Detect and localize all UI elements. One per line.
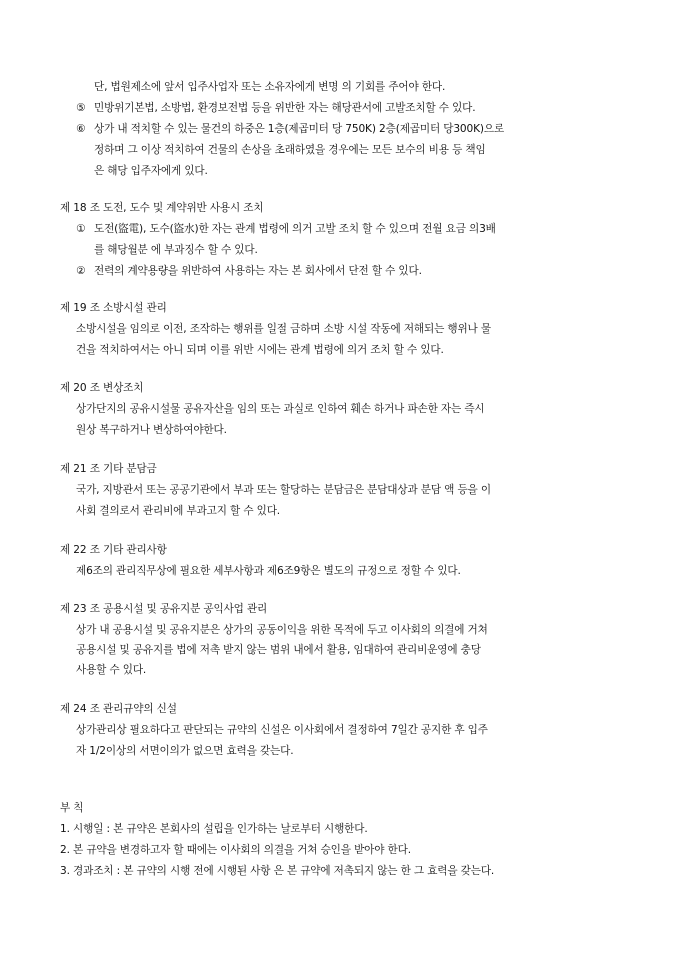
item-marker: ②	[76, 265, 86, 277]
paragraph-line: 사용할 수 있다.	[76, 664, 147, 676]
article-23-heading: 제 23 조 공용시설 및 공유지분 공익사업 관리	[60, 603, 268, 615]
list-item-5	[76, 101, 475, 115]
paragraph-line: 를 해당월분 에 부과징수 할 수 있다.	[94, 244, 258, 256]
paragraph-line: 상가단지의 공유시설물 공유자산을 임의 또는 과실로 인하여 훼손 하거나 파손한 자는 즉시	[76, 403, 485, 415]
paragraph-line: 국가, 지방관서 또는 공공기관에서 부과 또는 할당하는 분담금은 분담대상과 분담 액 등을 이	[76, 484, 491, 496]
paragraph-line: 사회 결의로서 관리비에 부과고지 할 수 있다.	[76, 505, 281, 517]
list-item-1	[76, 222, 496, 236]
item-text: 상가 내 적치할 수 있는 물건의 하중은 1층(제곱미터 당 750K) 2층(제곱미터 당300K)으로	[94, 123, 505, 135]
paragraph-line: 상가 내 공용시설 및 공유지분은 상가의 공동이익을 위한 목적에 두고 이사회의 의결에 거쳐	[76, 624, 488, 636]
paragraph-line: 건을 적치하여서는 아니 되며 이를 위반 시에는 관계 법령에 의거 조치 할 수 있다.	[76, 344, 444, 356]
addenda-item-1: 1. 시행일 : 본 규약은 본회사의 설립을 인가하는 날로부터 시행한다.	[60, 823, 368, 835]
paragraph-line: 제6조의 관리직무상에 필요한 세부사항과 제6조9항은 별도의 규정으로 정할 수 있다.	[76, 565, 461, 577]
paragraph-line: 단, 법원제소에 앞서 입주사업자 또는 소유자에게 변명 의 기회를 주어야 한다.	[94, 81, 446, 93]
list-item-2	[76, 264, 422, 278]
paragraph-line: 은 해당 입주자에게 있다.	[94, 165, 208, 177]
item-text: 도전(盜電), 도수(盜水)한 자는 관계 법령에 의거 고발 조치 할 수 있으며 전월 요금 의3배	[94, 223, 496, 235]
addenda-item-2: 2. 본 규약을 변경하고자 할 때에는 이사회의 의결을 거쳐 승인을 받아야 한다.	[60, 844, 411, 856]
article-21-heading: 제 21 조 기타 분담금	[60, 463, 157, 475]
item-marker: ⑥	[76, 123, 86, 135]
paragraph-line: 원상 복구하거나 변상하여야한다.	[76, 424, 227, 436]
paragraph-line: 공용시설 및 공유지를 법에 저촉 받지 않는 범위 내에서 활용, 임대하여 관리비운영에 충당	[76, 644, 481, 656]
addenda-item-3: 3. 경과조치 : 본 규약의 시행 전에 시행된 사항 은 본 규약에 저촉되지 않는 한 그 효력을 갖는다.	[60, 865, 495, 877]
article-24-heading: 제 24 조 관리규약의 신설	[60, 703, 177, 715]
list-item-6	[76, 122, 504, 136]
item-marker: ①	[76, 223, 86, 235]
paragraph-line: 정하며 그 이상 적치하여 건물의 손상을 초래하였을 경우에는 모든 보수의 비용 등 책임	[94, 144, 486, 156]
item-marker: ⑤	[76, 102, 86, 114]
paragraph-line: 상가관리상 필요하다고 판단되는 규약의 신설은 이사회에서 결정하여 7일간 공지한 후 입주	[76, 724, 488, 736]
paragraph-line: 자 1/2이상의 서면이의가 없으면 효력을 갖는다.	[76, 745, 294, 757]
item-text: 전력의 계약용량을 위반하여 사용하는 자는 본 회사에서 단전 할 수 있다.	[94, 265, 422, 277]
article-22-heading: 제 22 조 기타 관리사항	[60, 544, 167, 556]
item-text: 민방위기본법, 소방법, 환경보전법 등을 위반한 자는 해당관서에 고발조치할 수 있다.	[94, 102, 476, 114]
article-20-heading: 제 20 조 변상조치	[60, 382, 144, 394]
article-18-heading: 제 18 조 도전, 도수 및 계약위반 사용시 조치	[60, 202, 264, 214]
paragraph-line: 소방시설을 임의로 이전, 조작하는 행위를 일절 금하며 소방 시설 작동에 저해되는 행위나 물	[76, 323, 491, 335]
article-19-heading: 제 19 조 소방시설 관리	[60, 302, 167, 314]
addenda-heading: 부 칙	[60, 802, 84, 814]
